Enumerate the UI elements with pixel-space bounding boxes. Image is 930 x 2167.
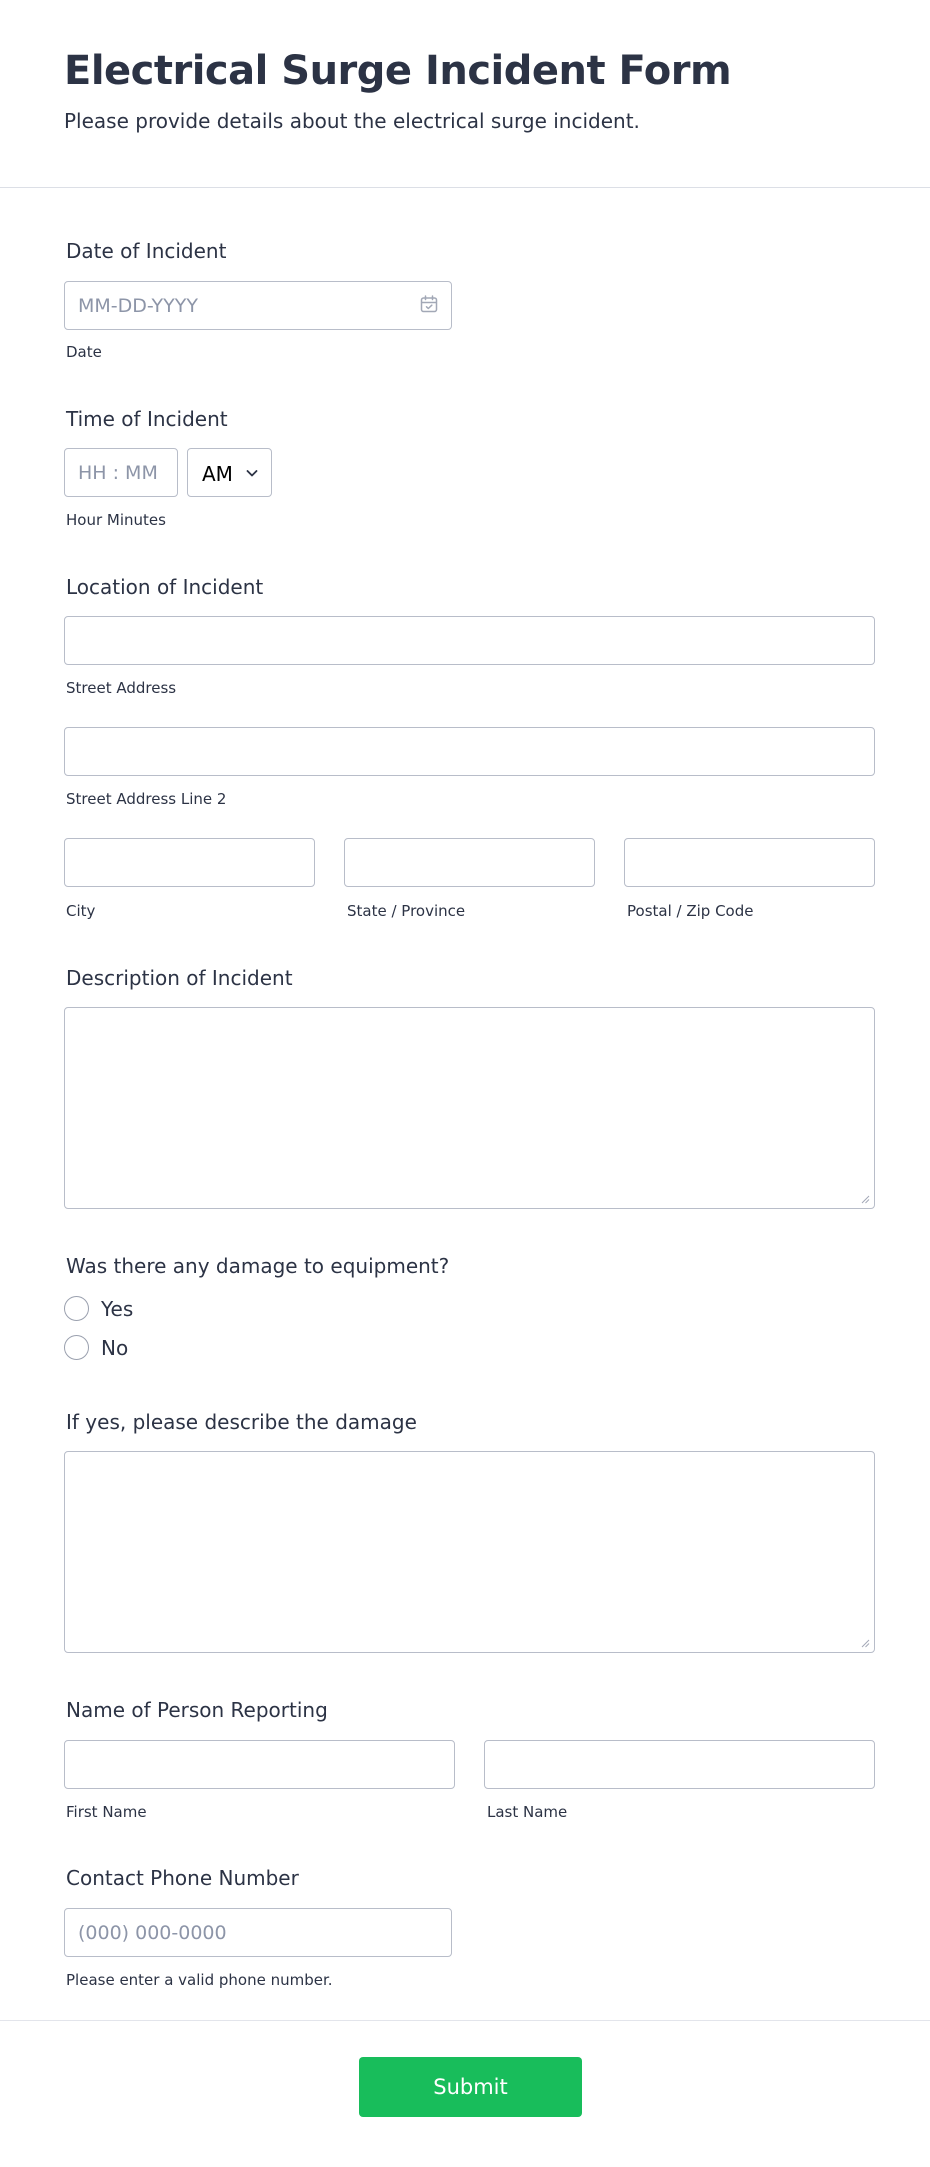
city-input[interactable] bbox=[64, 838, 315, 887]
ampm-select[interactable] bbox=[187, 448, 272, 497]
contact-phone-label: Contact Phone Number bbox=[66, 1866, 299, 1890]
form-subtitle: Please provide details about the electrical surge incident. bbox=[64, 109, 640, 133]
state-province-sublabel: State / Province bbox=[347, 902, 466, 920]
postal-zip-input[interactable] bbox=[624, 838, 875, 887]
postal-zip-sublabel: Postal / Zip Code bbox=[627, 902, 754, 920]
time-input[interactable] bbox=[64, 448, 178, 497]
submit-button[interactable]: Submit bbox=[359, 2057, 582, 2117]
reporter-name-label: Name of Person Reporting bbox=[66, 1698, 328, 1722]
description-textarea[interactable] bbox=[64, 1007, 875, 1209]
city-sublabel: City bbox=[66, 902, 96, 920]
resize-handle-icon[interactable] bbox=[861, 1195, 870, 1204]
last-name-sublabel: Last Name bbox=[487, 1803, 568, 1821]
form-header bbox=[0, 0, 930, 188]
street-address-line2-input[interactable] bbox=[64, 727, 875, 776]
chevron-down-icon bbox=[244, 465, 260, 481]
damage-description-textarea[interactable] bbox=[64, 1451, 875, 1653]
time-of-incident-label: Time of Incident bbox=[66, 407, 228, 431]
first-name-sublabel: First Name bbox=[66, 1803, 147, 1821]
damage-description-label: If yes, please describe the damage bbox=[66, 1410, 417, 1434]
phone-input[interactable] bbox=[64, 1908, 452, 1957]
damage-question-label: Was there any damage to equipment? bbox=[66, 1254, 450, 1278]
radio-button[interactable] bbox=[64, 1335, 89, 1360]
street-address-input[interactable] bbox=[64, 616, 875, 665]
footer-divider bbox=[0, 2020, 930, 2021]
ampm-value: AM bbox=[202, 462, 233, 486]
street-address-line2-sublabel: Street Address Line 2 bbox=[66, 790, 227, 808]
date-sublabel: Date bbox=[66, 343, 102, 361]
date-of-incident-label: Date of Incident bbox=[66, 239, 227, 263]
first-name-input[interactable] bbox=[64, 1740, 455, 1789]
description-of-incident-label: Description of Incident bbox=[66, 966, 293, 990]
phone-sublabel: Please enter a valid phone number. bbox=[66, 1971, 333, 1989]
radio-button[interactable] bbox=[64, 1296, 89, 1321]
date-input[interactable] bbox=[64, 281, 452, 330]
time-sublabel: Hour Minutes bbox=[66, 511, 166, 529]
state-province-input[interactable] bbox=[344, 838, 595, 887]
radio-label-yes: Yes bbox=[101, 1297, 134, 1321]
radio-label-no: No bbox=[101, 1336, 129, 1360]
location-of-incident-label: Location of Incident bbox=[66, 575, 264, 599]
last-name-input[interactable] bbox=[484, 1740, 875, 1789]
resize-handle-icon[interactable] bbox=[861, 1639, 870, 1648]
calendar-icon[interactable] bbox=[419, 294, 439, 314]
form-title: Electrical Surge Incident Form bbox=[64, 48, 732, 94]
street-address-sublabel: Street Address bbox=[66, 679, 177, 697]
